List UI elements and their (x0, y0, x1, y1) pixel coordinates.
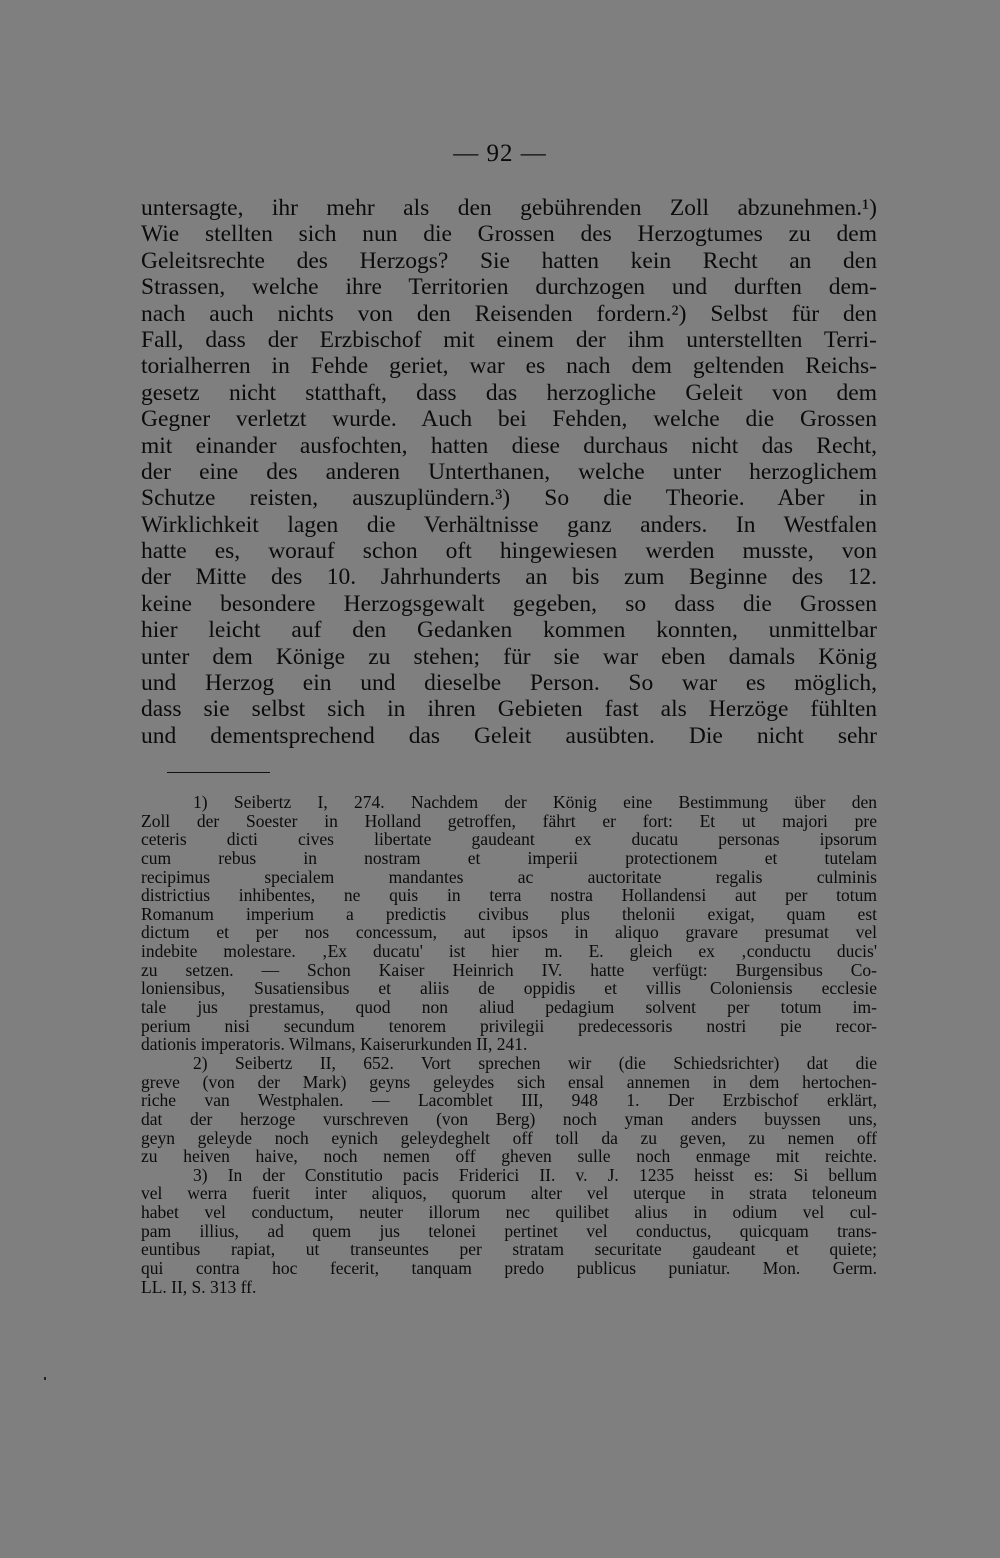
body-line: untersagte, ihr mehr als den gebührenden Zoll abzunehmen.¹) (141, 195, 877, 221)
footnote-line: ceteris dicti cives libertate gaudeant ex ducatu personas ipsorum (141, 829, 877, 850)
footnote-line: districtius inhibentes, ne quis in terra nostra Hollandensi aut per totum (141, 885, 877, 906)
footnote-line: vel werra fuerit inter aliquos, quorum alter vel uterque in strata teloneum (141, 1183, 877, 1204)
footnote-line: loniensibus, Susatiensibus et aliis de oppidis et villis Coloniensis ecclesie (141, 978, 877, 999)
body-line: Strassen, welche ihre Territorien durchzogen und durften dem- (141, 274, 877, 301)
scan-speck (44, 1377, 46, 1380)
body-text (141, 195, 877, 749)
footnote-line: Romanum imperium a predictis civibus plus thelonii exigat, quam est (141, 903, 877, 924)
footnote-line: LL. II, S. 313 ff. (141, 1276, 257, 1297)
footnote-separator (167, 772, 270, 773)
body-line: hier leicht auf den Gedanken kommen konnten, unmittelbar (141, 617, 877, 644)
footnote-line: habet vel conductum, neuter illorum nec quilibet alius in odium vel cul- (141, 1202, 877, 1223)
body-line: Wirklichkeit lagen die Verhältnisse ganz anders. In Westfalen (141, 511, 877, 538)
footnote-line: qui contra hoc fecerit, tanquam predo publicus puniatur. Mon. Germ. (141, 1258, 877, 1279)
body-line: unter dem Könige zu stehen; für sie war eben damals König (141, 643, 877, 670)
footnote-line: riche van Westphalen. — Lacomblet III, 948 1. Der Erzbischof erklärt, (141, 1090, 877, 1111)
body-line: der Mitte des 10. Jahrhunderts an bis zum Beginne des 12. (141, 564, 877, 591)
body-line: mit einander ausfochten, hatten diese durchaus nicht das Recht, (141, 432, 877, 459)
footnote-line: greve (von der Mark) geyns geleydes sich ensal annemen in dem hertochen- (141, 1071, 877, 1092)
footnote-line: geyn geleyde noch eynich geleydeghelt off toll da zu geven, zu nemen off (141, 1127, 877, 1148)
footnote-line: Zoll der Soester in Holland getroffen, fährt er fort: Et ut majori pre (141, 810, 877, 831)
footnote-line: 1) Seibertz I, 274. Nachdem der König eine Bestimmung über den (193, 792, 877, 812)
body-line: Wie stellten sich nun die Grossen des Herzogtumes zu dem (141, 221, 877, 248)
body-line: nach auch nichts von den Reisenden fordern.²) Selbst für den (141, 300, 877, 327)
body-line: und dementsprechend das Geleit ausübten. Die nicht sehr (141, 722, 877, 749)
page-number: — 92 — (453, 140, 547, 167)
footnote-line: cum rebus in nostram et imperii protectionem et tutelam (141, 847, 877, 868)
footnote-line: zu setzen. — Schon Kaiser Heinrich IV. hatte verfügt: Burgensibus Co- (141, 959, 877, 980)
footnote-line: tale jus prestamus, quod non aliud pedagium solvent per totum im- (141, 997, 877, 1018)
body-line: gesetz nicht statthaft, dass das herzogliche Geleit von dem (141, 379, 877, 406)
footnote-line: perium nisi secundum tenorem privilegii predecessoris nostri pie recor- (141, 1015, 877, 1036)
body-line: der eine des anderen Unterthanen, welche unter herzoglichem (141, 458, 877, 485)
body-line: dass sie selbst sich in ihren Gebieten fast als Herzöge fühlten (141, 696, 877, 723)
footnote-line: pam illius, ad quem jus telonei pertinet vel conductus, quicquam trans- (141, 1220, 877, 1241)
footnotes (141, 793, 877, 1296)
body-line: keine besondere Herzogsgewalt gegeben, so dass die Grossen (141, 590, 877, 617)
body-line: Fall, dass der Erzbischof mit einem der ihm unterstellten Terri- (141, 326, 877, 353)
footnote-line: dat der herzoge vurschreven (von Berg) noch yman anders buyssen uns, (141, 1108, 877, 1129)
body-line: Geleitsrechte des Herzogs? Sie hatten kein Recht an den (141, 247, 877, 274)
body-line: torialherren in Fehde geriet, war es nach dem geltenden Reichs- (141, 353, 877, 380)
body-line: Gegner verletzt wurde. Auch bei Fehden, welche die Grossen (141, 406, 877, 433)
footnote-line: 2) Seibertz II, 652. Vort sprechen wir (die Schiedsrichter) dat die (193, 1052, 877, 1073)
footnote-line: recipimus specialem mandantes ac auctoritate regalis culminis (141, 866, 877, 887)
footnote-line: euntibus rapiat, ut transeuntes per stratam securitate gaudeant et quiete; (141, 1239, 877, 1260)
footnote-line: zu heiven haive, noch nemen off gheven sulle noch enmage mit reichte. (141, 1146, 877, 1167)
body-line: und Herzog ein und dieselbe Person. So war es möglich, (141, 670, 877, 697)
footnote-line: indebite molestare. ‚Ex ducatu' ist hier m. E. gleich ex ‚conductu ducis' (141, 941, 877, 962)
footnote-line: dationis imperatoris. Wilmans, Kaiserurkunden II, 241. (141, 1034, 528, 1055)
footnote-line: 3) In der Constitutio pacis Friderici II. v. J. 1235 heisst es: Si bellum (193, 1164, 877, 1185)
body-line: Schutze reisten, auszuplündern.³) So die Theorie. Aber in (141, 485, 877, 512)
body-line: hatte es, worauf schon oft hingewiesen werden musste, von (141, 538, 877, 565)
footnote-line: dictum et per nos concessum, aut ipsos in aliquo gravare presumat vel (141, 922, 877, 943)
